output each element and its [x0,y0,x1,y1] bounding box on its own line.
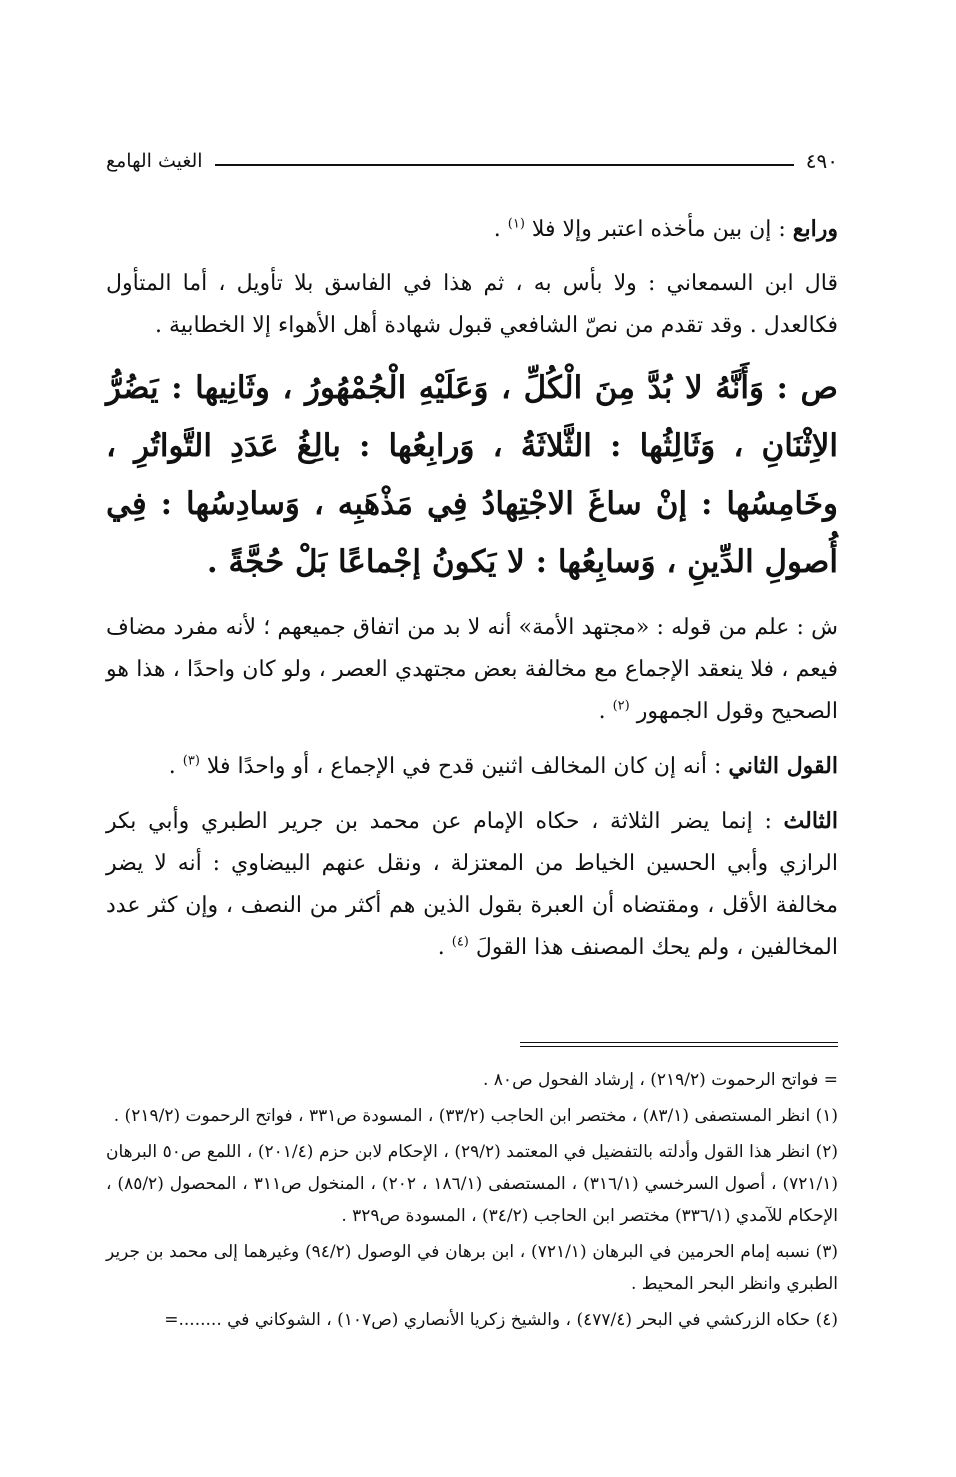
paragraph-fourth-opinion: ورابع : إن بين مأخذه اعتبر وإلا فلا $^{(١)}$ . [493,216,838,242]
page-number: ٤٩٠ [805,149,838,173]
paragraph-second-opinion: القول الثاني : أنه إن كان المخالف اثنين قدح في الإجماع ، أو واحدًا فلا $^{(٣)}$ . [168,753,838,779]
paragraph-text: : أنه إن كان المخالف اثنين قدح في الإجماع ، أو واحدًا فلا [199,754,729,779]
footnote-ref: (١) [507,216,525,232]
header-rule [215,164,794,166]
footnote-1: (١) انظر المستصفى (٨٣/١) ، مختصر ابن الحاجب (٣٣/٢) ، المسودة ص٣٣١ ، فواتح الرحموت (٢١٩/٢) . [113,1106,838,1126]
footnote-ref: (٣) [182,753,200,769]
paragraph-label: القول الثاني [728,753,838,779]
paragraph-label: ورابع [792,216,838,242]
running-header [106,148,838,174]
paragraph-third-opinion: الثالث : إنما يضر الثلاثة ، حكاه الإمام عن محمد بن جرير الطبري وأبي بكر الرازي وأبي الحسين الخياط من المعتزلة ، ونقل عنهم البيضاوي : أنه لا يضر مخالفة الأقل ، ومقتضاه أن العبرة بقول الذين هم أكثر من النصف ، وإن كثر عدد المخالفين ، ولم يحك المصنف هذا القولَ $^{(٤)}$ . [106,808,838,960]
footnote-3: (٣) نسبه إمام الحرمين في البرهان (٧٢١/١) ، ابن برهان في الوصول (٩٤/٢) وغيرهما إلى محمد بن جرير الطبري وانظر البحر المحيط . [106,1242,838,1294]
paragraph-sharh: ش : علم من قوله : «مجتهد الأمة» أنه لا بد من اتفاق جميعهم ؛ لأنه مفرد مضاف فيعم ، فلا ينعقد الإجماع مع مخالفة بعض مجتهدي العصر ، ولو كان واحدًا ، هذا هو الصحيح وقول الجمهور $^{(٢)}$ . [106,615,838,724]
matn-text: ص : وَأَنَّهُ لا بُدَّ مِنَ الْكُلِّ ، وَعَلَيْهِ الْجُمْهُورُ ، وثَانِيها : يَضُرُّ الاِثْنَانِ ، وَثَالِثُها : الثَّلاثَةُ ، وَرابِعُها : بالِغُ عَدَدِ التَّواتُرِ ، وخَامِسُها : إنْ ساغَ الاجْتِهادُ فِي مَذْهَبِه ، وَسادِسُها : فِي أُصولِ الدِّينِ ، وَسابِعُها : لا يَكونُ إجْماعًا بَلْ حُجَّةً . [106,370,838,580]
paragraph-label: الثالث [783,808,838,834]
paragraph-text: : إن بين مأخذه اعتبر وإلا فلا [524,217,793,242]
book-title: الغيث الهامع [106,150,203,172]
footnotes [106,1064,838,1340]
footnote-2: (٢) انظر هذا القول وأدلته بالتفضيل في المعتمد (٢٩/٢) ، الإحكام لابن حزم (٢٠١/٤) ، اللمع ص٥٠ البرهان (٧٢١/١) ، أصول السرخسي (٣١٦/١) ، المستصفى (١٨٦/١ ، ٢٠٢) ، المنخول ص٣١١ ، المحصول (٨٥/٢) ، الإحكام للآمدي (٣٣٦/١) مختصر ابن الحاجب (٣٤/٢) ، المسودة ص٣٢٩ . [106,1142,839,1226]
paragraph-text: ش : علم من قوله : «مجتهد الأمة» أنه لا بد من اتفاق جميعهم ؛ لأنه مفرد مضاف فيعم ، فلا ينعقد الإجماع مع مخالفة بعض مجتهدي العصر ، ولو كان واحدًا ، هذا هو الصحيح وقول الجمهور [106,615,838,724]
footnote-separator [520,1042,838,1047]
paragraph-samani: قال ابن السمعاني : ولا بأس به ، ثم هذا في الفاسق بلا تأويل ، أما المتأول فكالعدل . وقد تقدم من نصّ الشافعي قبول شهادة أهل الأهواء إلا الخطابية . [106,271,838,338]
footnote-ref: (٤) [451,934,469,950]
main-text [106,208,838,981]
paragraph-text: : إنما يضر الثلاثة ، حكاه الإمام عن محمد بن جرير الطبري وأبي بكر الرازي وأبي الحسين الخياط من المعتزلة ، ونقل عنهم البيضاوي : أنه لا يضر مخالفة الأقل ، ومقتضاه أن العبرة بقول الذين هم أكثر من النصف ، وإن كثر عدد المخالفين ، ولم يحك المصنف هذا القولَ [106,809,838,960]
footnote-continuation: = فواتح الرحموت (٢١٩/٢) ، إرشاد الفحول ص٨٠ . [482,1070,838,1090]
footnote-ref: (٢) [612,698,630,714]
footnote-4: (٤) حكاه الزركشي في البحر (٤٧٧/٤) ، والشيخ زكريا الأنصاري (ص١٠٧) ، الشوكاني في ........= [164,1310,838,1330]
